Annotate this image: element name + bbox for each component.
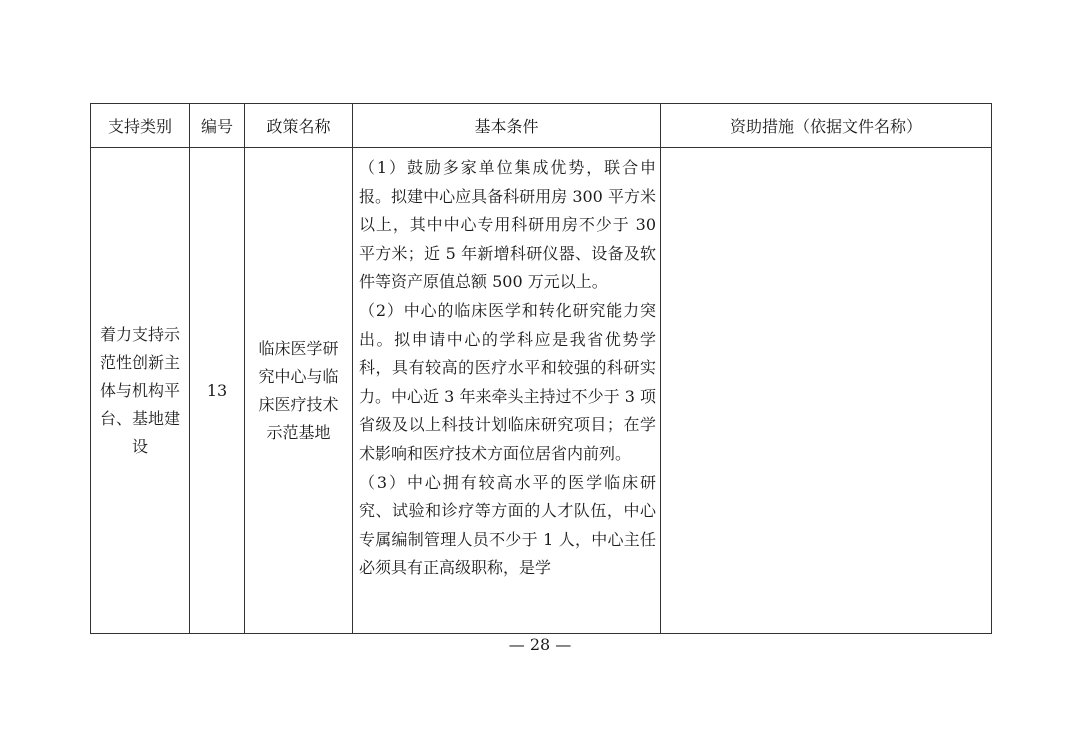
condition-item-3: （3）中心拥有较高水平的医学临床研究、试验和诊疗等方面的人才队伍，中心专属编制管理人员不少于 1 人，中心主任必须具有正高级职称，是学 bbox=[359, 472, 656, 578]
table-row bbox=[91, 148, 992, 634]
policy-name-cell bbox=[245, 148, 353, 634]
header-measures: 资助措施（依据文件名称） bbox=[661, 104, 992, 148]
category-cell bbox=[91, 148, 190, 634]
header-policy-name: 政策名称 bbox=[245, 104, 353, 148]
number-cell bbox=[190, 148, 245, 634]
policy-table bbox=[90, 103, 992, 634]
policy-name-text: 临床医学研究中心与临床医疗技术示范基地 bbox=[258, 338, 339, 442]
condition-item-1: （1）鼓励多家单位集成优势，联合申报。拟建中心应具备科研用房 300 平方米以上，其中中心专用科研用房不少于 30 平方米；近 5 年新增科研仪器、设备及软件等资产原值总额 500 万元以上。 bbox=[359, 158, 656, 292]
number-text: 13 bbox=[206, 380, 228, 400]
condition-item-2: （2）中心的临床医学和转化研究能力突出。拟申请中心的学科应是我省优势学科，具有较高的医疗水平和较强的科研实力。中心近 3 年来牵头主持过不少于 3 项省级及以上科技计划临床研究项目；在学术影响和医疗技术方面位居省内前列。 bbox=[359, 300, 656, 463]
page-number: — 28 — bbox=[508, 635, 572, 654]
header-number: 编号 bbox=[190, 104, 245, 148]
header-category: 支持类别 bbox=[91, 104, 190, 148]
measures-cell bbox=[661, 148, 992, 634]
table-header-row bbox=[91, 104, 992, 148]
category-text: 着力支持示范性创新主体与机构平台、基地建设 bbox=[99, 324, 180, 456]
header-conditions: 基本条件 bbox=[353, 104, 661, 148]
conditions-cell bbox=[353, 148, 661, 634]
